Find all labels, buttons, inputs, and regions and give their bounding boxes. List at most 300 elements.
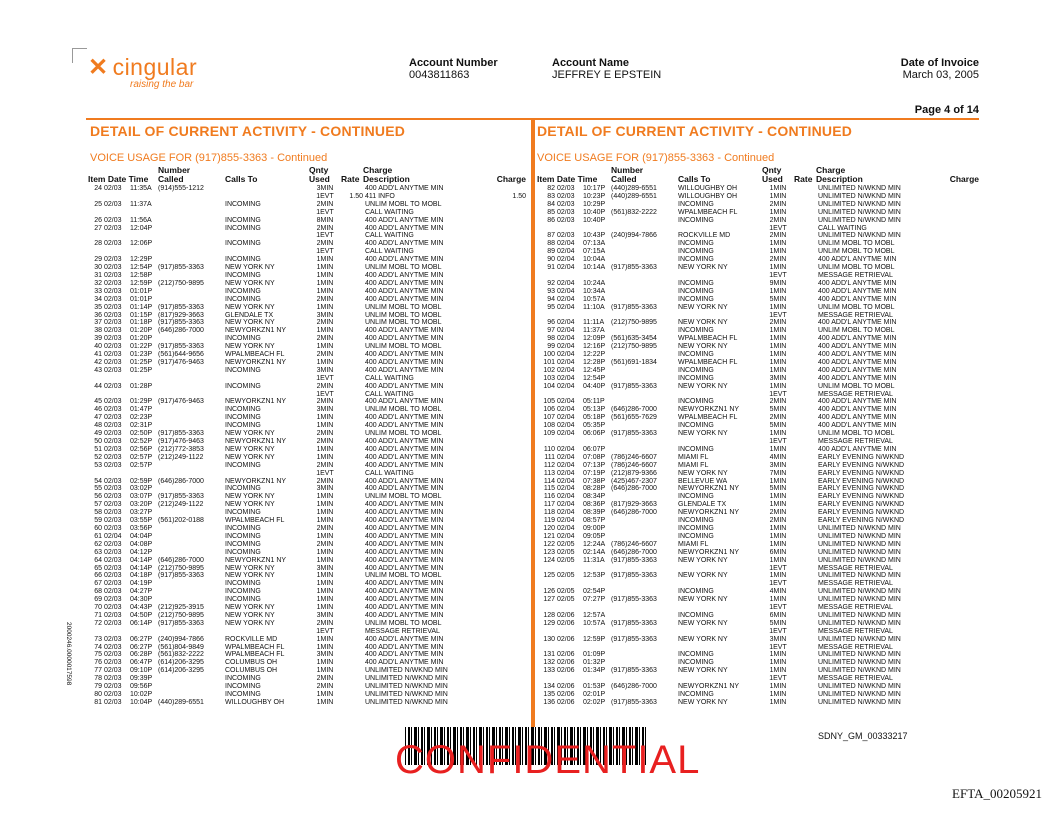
table-row <box>537 620 979 628</box>
rate-cell <box>341 470 363 478</box>
rate-cell <box>794 296 816 304</box>
time-cell: 02:31P <box>130 422 153 430</box>
rate-cell <box>341 612 363 620</box>
charge-cell <box>933 391 979 399</box>
description-cell: UNLIM MOBL TO MOBL <box>365 406 442 414</box>
used-cell: 1EVT <box>316 469 334 477</box>
calls-to-cell: NEW YORK NY <box>678 698 728 706</box>
table-row <box>537 533 979 541</box>
charge-cell <box>480 596 526 604</box>
number-cell: (212)750-9895 <box>158 564 204 572</box>
date-cell: 02/03 <box>557 232 575 240</box>
charge-cell <box>933 185 979 193</box>
description-cell: 400 ADD'L ANYTME MIN <box>818 256 897 264</box>
time-cell <box>130 375 158 383</box>
time-cell: 10:17P <box>583 185 606 192</box>
time-cell: 02:02P <box>583 698 606 706</box>
date-cell: 02/04 <box>557 287 575 295</box>
table-row <box>537 414 979 422</box>
charge-cell <box>933 604 979 612</box>
number-cell: (561)832-2222 <box>611 208 657 216</box>
rate-cell <box>794 383 816 391</box>
item-cell: 59 <box>94 517 102 525</box>
item-cell <box>537 675 557 683</box>
item-cell: 24 <box>94 185 102 192</box>
table-row <box>537 454 979 462</box>
number-cell: (917)855-3363 <box>611 382 657 390</box>
table-row <box>88 580 526 588</box>
charge-cell <box>480 217 526 225</box>
used-cell: 1MIN <box>316 287 334 295</box>
charge-cell <box>933 462 979 470</box>
number-cell <box>158 462 225 470</box>
time-cell: 11:56A <box>130 216 152 224</box>
used-cell: 1MIN <box>316 414 334 422</box>
date-cell <box>104 391 130 399</box>
calls-to-cell <box>678 312 762 320</box>
item-cell: 127 <box>543 596 555 604</box>
time-cell: 04:08P <box>130 540 153 548</box>
description-cell: 400 ADD'L ANYTME MIN <box>365 335 444 343</box>
cingular-x-icon: ✕ <box>88 54 109 81</box>
description-cell: UNLIMITED N/WKND MIN <box>818 200 901 208</box>
column-divider <box>531 120 535 732</box>
item-cell <box>537 565 557 573</box>
description-cell: UNLIMITED N/WKND MIN <box>818 691 901 698</box>
number-cell: (440)289-6551 <box>158 698 204 706</box>
number-cell: (917)476-9463 <box>158 358 204 366</box>
item-cell: 39 <box>94 335 102 343</box>
item-cell: 93 <box>547 287 555 295</box>
time-cell: 02:23P <box>130 414 153 422</box>
rate-cell <box>794 644 816 652</box>
used-cell: 3MIN <box>316 651 334 659</box>
date-cell: 02/03 <box>104 311 122 319</box>
charge-cell <box>933 232 979 240</box>
rate-cell <box>341 557 363 565</box>
used-cell: 2MIN <box>316 438 334 445</box>
item-cell <box>88 193 104 201</box>
used-cell: 2MIN <box>316 382 334 390</box>
description-cell: 400 ADD'L ANYTME MIN <box>365 580 444 588</box>
rate-cell <box>794 636 816 644</box>
time-cell: 12:09P <box>583 335 606 343</box>
calls-to-cell: INCOMING <box>678 248 714 256</box>
item-cell: 79 <box>94 683 102 691</box>
rate-cell <box>794 604 816 612</box>
time-cell: 05:13P <box>583 406 606 414</box>
rate-cell <box>794 572 816 580</box>
charge-cell <box>933 375 979 383</box>
charge-cell <box>480 533 526 541</box>
time-cell: 10:29P <box>583 200 606 208</box>
date-cell: 02/06 <box>557 611 575 619</box>
description-cell: EARLY EVENING N/WKND <box>818 517 905 525</box>
rate-cell <box>341 588 363 596</box>
time-cell: 07:15A <box>583 248 606 256</box>
description-cell: UNLIMITED N/WKND MIN <box>818 651 901 659</box>
charge-cell <box>933 343 979 351</box>
used-cell: 1MIN <box>769 532 787 540</box>
number-cell: (786)246-6607 <box>611 453 657 461</box>
rate-cell <box>341 525 363 533</box>
description-cell: 400 ADD'L ANYTME MIN <box>365 366 444 374</box>
date-cell: 02/03 <box>104 548 122 556</box>
charge-cell <box>933 406 979 414</box>
description-cell: UNLIM MOBL TO MOBL <box>365 303 442 311</box>
description-cell: 400 ADD'L ANYTME MIN <box>365 351 444 359</box>
number-cell <box>611 375 678 383</box>
calls-to-cell: INCOMING <box>678 374 714 382</box>
table-row <box>537 667 979 675</box>
time-cell: 08:39P <box>583 509 606 517</box>
date-cell: 02/03 <box>104 698 122 706</box>
description-cell: UNLIMITED N/WKND MIN <box>818 532 901 540</box>
time-cell: 04:14P <box>130 556 153 564</box>
item-cell: 29 <box>94 256 102 264</box>
time-cell: 12:06P <box>130 240 153 248</box>
calls-to-cell: NEW YORK NY <box>678 303 728 311</box>
calls-to-cell: WPALMBEACH FL <box>225 351 285 359</box>
table-row <box>88 414 526 422</box>
charge-cell <box>480 493 526 501</box>
calls-to-cell: MIAMI FL <box>678 453 709 461</box>
rate-cell <box>794 438 816 446</box>
description-cell: EARLY EVENING N/WKND <box>818 477 905 485</box>
number-cell: (212)925-3915 <box>158 604 204 612</box>
rate-cell <box>341 256 363 264</box>
description-cell: 400 ADD'L ANYTME MIN <box>365 256 444 264</box>
used-cell: 1EVT <box>769 271 787 279</box>
number-cell <box>611 312 678 320</box>
description-cell: 400 ADD'L ANYTME MIN <box>818 319 897 327</box>
description-cell: UNLIMITED N/WKND MIN <box>818 698 901 706</box>
page-number: Page 4 of 14 <box>914 104 979 116</box>
rate-cell <box>341 280 363 288</box>
calls-to-cell: INCOMING <box>225 295 261 303</box>
charge-cell <box>480 525 526 533</box>
date-cell: 02/04 <box>557 501 575 509</box>
time-cell: 11:37A <box>130 200 152 208</box>
calls-to-cell <box>225 391 309 399</box>
calls-to-cell: NEW YORK NY <box>678 264 728 272</box>
table-row <box>537 240 979 248</box>
voice-usage-title-left: VOICE USAGE FOR (917)855-3363 - Continued <box>90 152 328 164</box>
item-cell <box>537 272 557 280</box>
date-cell: 02/06 <box>557 619 575 627</box>
description-cell: 400 ADD'L ANYTME MIN <box>365 271 444 279</box>
calls-to-cell: INCOMING <box>225 596 261 604</box>
description-cell: MESSAGE RETRIEVAL <box>365 627 440 635</box>
time-cell: 02:50P <box>130 430 153 438</box>
used-cell: 2MIN <box>769 398 787 406</box>
rate-cell <box>794 588 816 596</box>
item-cell: 62 <box>94 540 102 548</box>
used-cell: 1MIN <box>769 698 787 706</box>
rate-cell <box>341 343 363 351</box>
number-cell: (646)286-7000 <box>158 556 204 564</box>
description-cell: UNLIMITED N/WKND MIN <box>818 548 901 556</box>
calls-to-cell: NEWYORKZN1 NY <box>678 683 740 691</box>
number-cell <box>158 675 225 683</box>
date-cell: 02/03 <box>104 524 122 532</box>
description-cell: UNLIM MOBL TO MOBL <box>365 430 442 438</box>
charge-cell <box>480 651 526 659</box>
table-row <box>537 327 979 335</box>
time-cell: 05:11P <box>583 398 605 406</box>
used-cell: 1EVT <box>316 627 334 635</box>
used-cell: 1MIN <box>316 532 334 540</box>
date-cell: 02/03 <box>104 580 122 588</box>
table-row <box>88 485 526 493</box>
number-cell: (646)286-7000 <box>158 327 204 335</box>
item-cell: 44 <box>94 382 102 390</box>
item-cell: 133 <box>543 667 555 675</box>
rate-cell <box>794 272 816 280</box>
calls-to-cell: WILLOUGHBY OH <box>678 192 737 200</box>
calls-to-cell: INCOMING <box>678 366 714 374</box>
table-row <box>88 612 526 620</box>
used-cell: 2MIN <box>769 414 787 422</box>
date-cell: 02/03 <box>104 264 122 272</box>
time-cell: 01:47P <box>130 406 153 414</box>
used-header: Used <box>309 175 330 184</box>
table-row <box>88 675 526 683</box>
calls-to-cell: INCOMING <box>225 485 261 493</box>
calls-to-cell <box>678 225 762 233</box>
charge-cell <box>480 296 526 304</box>
charge-cell <box>480 462 526 470</box>
item-cell: 107 <box>543 414 555 422</box>
calls-to-cell: NEW YORK NY <box>225 604 275 612</box>
description-cell: CALL WAITING <box>365 390 414 398</box>
used-cell: 3MIN <box>316 311 334 319</box>
time-cell <box>130 209 158 217</box>
item-cell: 55 <box>94 485 102 493</box>
description-cell: UNLIM MOBL TO MOBL <box>818 430 895 438</box>
description-cell: CALL WAITING <box>365 248 414 256</box>
charge-cell <box>933 367 979 375</box>
rate-cell <box>341 209 363 217</box>
rate-cell <box>341 272 363 280</box>
used-cell: 1MIN <box>769 327 787 335</box>
charge-cell <box>933 596 979 604</box>
calls-to-cell <box>225 628 309 636</box>
time-cell: 01:15P <box>130 311 153 319</box>
calls-to-cell: WPALMBEACH FL <box>678 358 738 366</box>
item-cell: 54 <box>94 477 102 485</box>
used-cell: 1MIN <box>769 683 787 691</box>
calls-to-cell: NEW YORK NY <box>678 572 728 580</box>
date-cell: 02/03 <box>104 659 122 667</box>
item-cell: 121 <box>543 532 555 540</box>
charge-cell <box>933 549 979 557</box>
calls-to-cell: NEW YORK NY <box>678 596 728 604</box>
rate-cell <box>341 304 363 312</box>
time-cell: 10:04P <box>130 698 153 706</box>
description-cell: 400 ADD'L ANYTME MIN <box>365 564 444 572</box>
item-cell: 123 <box>543 548 555 556</box>
description-cell: UNLIMITED N/WKND MIN <box>818 596 901 604</box>
rate-cell <box>794 327 816 335</box>
bates-number: SDNY_GM_00333217 <box>818 731 908 741</box>
used-cell: 1MIN <box>316 548 334 556</box>
used-cell: 1MIN <box>769 540 787 548</box>
description-cell: EARLY EVENING N/WKND <box>818 501 905 509</box>
table-row <box>88 304 526 312</box>
description-cell: 400 ADD'L ANYTME MIN <box>365 643 444 651</box>
time-cell <box>130 470 158 478</box>
item-cell: 119 <box>543 517 555 525</box>
rate-cell <box>794 565 816 573</box>
calls-to-header: Calls To <box>225 175 258 184</box>
charge-cell <box>933 280 979 288</box>
rate-cell <box>341 604 363 612</box>
used-cell: 2MIN <box>316 540 334 548</box>
description-cell: UNLIMITED N/WKND MIN <box>818 619 901 627</box>
description-cell: UNLIM MOBL TO MOBL <box>365 319 442 327</box>
calls-to-cell: NEW YORK NY <box>225 445 275 453</box>
item-cell: 124 <box>543 556 555 564</box>
charge-cell <box>933 612 979 620</box>
charge-cell <box>933 644 979 652</box>
item-cell: 95 <box>547 303 555 311</box>
used-cell: 1MIN <box>316 691 334 698</box>
charge-cell <box>933 312 979 320</box>
number-cell: (646)286-7000 <box>611 509 657 517</box>
used-cell: 1MIN <box>769 445 787 453</box>
qnty-header: Qnty <box>762 166 782 175</box>
table-row <box>88 667 526 675</box>
charge-cell <box>933 533 979 541</box>
item-cell: 85 <box>547 208 555 216</box>
table-row <box>88 248 526 256</box>
time-cell: 07:19P <box>583 469 606 477</box>
description-cell: EARLY EVENING N/WKND <box>818 453 905 461</box>
table-row <box>88 280 526 288</box>
description-cell: UNLIM MOBL TO MOBL <box>365 493 442 501</box>
item-cell: 130 <box>543 635 555 643</box>
date-cell: 02/05 <box>557 540 575 548</box>
rate-cell <box>341 312 363 320</box>
charge-cell <box>480 256 526 264</box>
rate-cell <box>341 319 363 327</box>
charge-cell <box>933 422 979 430</box>
description-cell: UNLIM MOBL TO MOBL <box>818 248 895 256</box>
table-row <box>88 217 526 225</box>
number-cell: (817)929-3663 <box>158 311 204 319</box>
time-cell: 05:18P <box>583 414 606 422</box>
time-cell: 12:22P <box>583 351 606 359</box>
time-cell: 02:56P <box>130 445 153 453</box>
number-cell: (561)635-3454 <box>611 335 657 343</box>
table-row <box>88 588 526 596</box>
table-row <box>537 675 979 683</box>
item-cell <box>88 232 104 240</box>
date-cell: 02/03 <box>104 596 122 604</box>
invoice-date-value: March 03, 2005 <box>902 69 979 81</box>
date-cell: 02/06 <box>557 659 575 667</box>
number-cell: (561)655-7629 <box>611 414 657 422</box>
rate-cell <box>341 422 363 430</box>
calls-to-cell: GLENDALE TX <box>225 311 274 319</box>
calls-to-cell: NEW YORK NY <box>678 319 728 327</box>
calls-to-cell <box>678 604 762 612</box>
used-cell: 1MIN <box>769 651 787 659</box>
item-cell: 129 <box>543 619 555 627</box>
table-row <box>537 572 979 580</box>
cingular-logo <box>88 56 197 80</box>
table-row <box>88 549 526 557</box>
description-cell: UNLIMITED N/WKND MIN <box>818 635 901 643</box>
date-cell: 02/04 <box>557 453 575 461</box>
charge-cell <box>933 493 979 501</box>
time-cell: 12:24A <box>583 540 606 548</box>
time-cell: 02:14A <box>583 548 606 556</box>
rate-cell <box>794 406 816 414</box>
rate-cell <box>794 462 816 470</box>
calls-to-cell: NEW YORK NY <box>225 564 275 572</box>
used-cell: 2MIN <box>316 398 334 406</box>
called-header: Called <box>611 175 637 184</box>
item-cell <box>537 644 557 652</box>
item-cell: 120 <box>543 524 555 532</box>
rate-cell <box>794 533 816 541</box>
table-row <box>88 438 526 446</box>
item-cell: 75 <box>94 651 102 659</box>
date-cell: 02/03 <box>104 619 122 627</box>
used-cell: 3MIN <box>769 635 787 643</box>
number-cell: (917)855-3363 <box>158 430 204 438</box>
calls-to-cell: INCOMING <box>225 287 261 295</box>
time-cell: 06:27P <box>130 643 153 651</box>
number-cell <box>611 525 678 533</box>
rate-cell <box>341 644 363 652</box>
item-cell: 27 <box>94 224 102 232</box>
item-cell: 70 <box>94 604 102 612</box>
date-cell: 02/04 <box>557 445 575 453</box>
calls-to-cell: NEW YORK NY <box>225 493 275 501</box>
item-cell: 49 <box>94 430 102 438</box>
table-row <box>88 383 526 391</box>
rate-cell <box>794 446 816 454</box>
number-cell <box>158 288 225 296</box>
item-cell: 28 <box>94 240 102 248</box>
used-cell: 1MIN <box>316 327 334 335</box>
number-cell: (212)249-1122 <box>158 501 204 509</box>
table-row <box>537 359 979 367</box>
table-row <box>537 256 979 264</box>
description-cell: 400 ADD'L ANYTME MIN <box>365 414 444 422</box>
calls-to-cell: INCOMING <box>678 200 714 208</box>
rate-cell <box>341 351 363 359</box>
table-row <box>537 248 979 256</box>
used-cell: 1MIN <box>769 287 787 295</box>
rate-cell <box>341 240 363 248</box>
charge-cell <box>933 565 979 573</box>
charge-cell <box>480 478 526 486</box>
charge-cell <box>933 201 979 209</box>
number-cell: (646)286-7000 <box>158 477 204 485</box>
table-row <box>537 691 979 699</box>
number-cell <box>611 351 678 359</box>
time-cell: 12:53P <box>583 572 606 580</box>
time-cell: 10:40P <box>583 208 606 216</box>
description-cell: 400 ADD'L ANYTME MIN <box>365 358 444 366</box>
date-cell: 02/03 <box>104 216 122 224</box>
time-cell <box>130 391 158 399</box>
item-cell: 116 <box>543 493 555 501</box>
